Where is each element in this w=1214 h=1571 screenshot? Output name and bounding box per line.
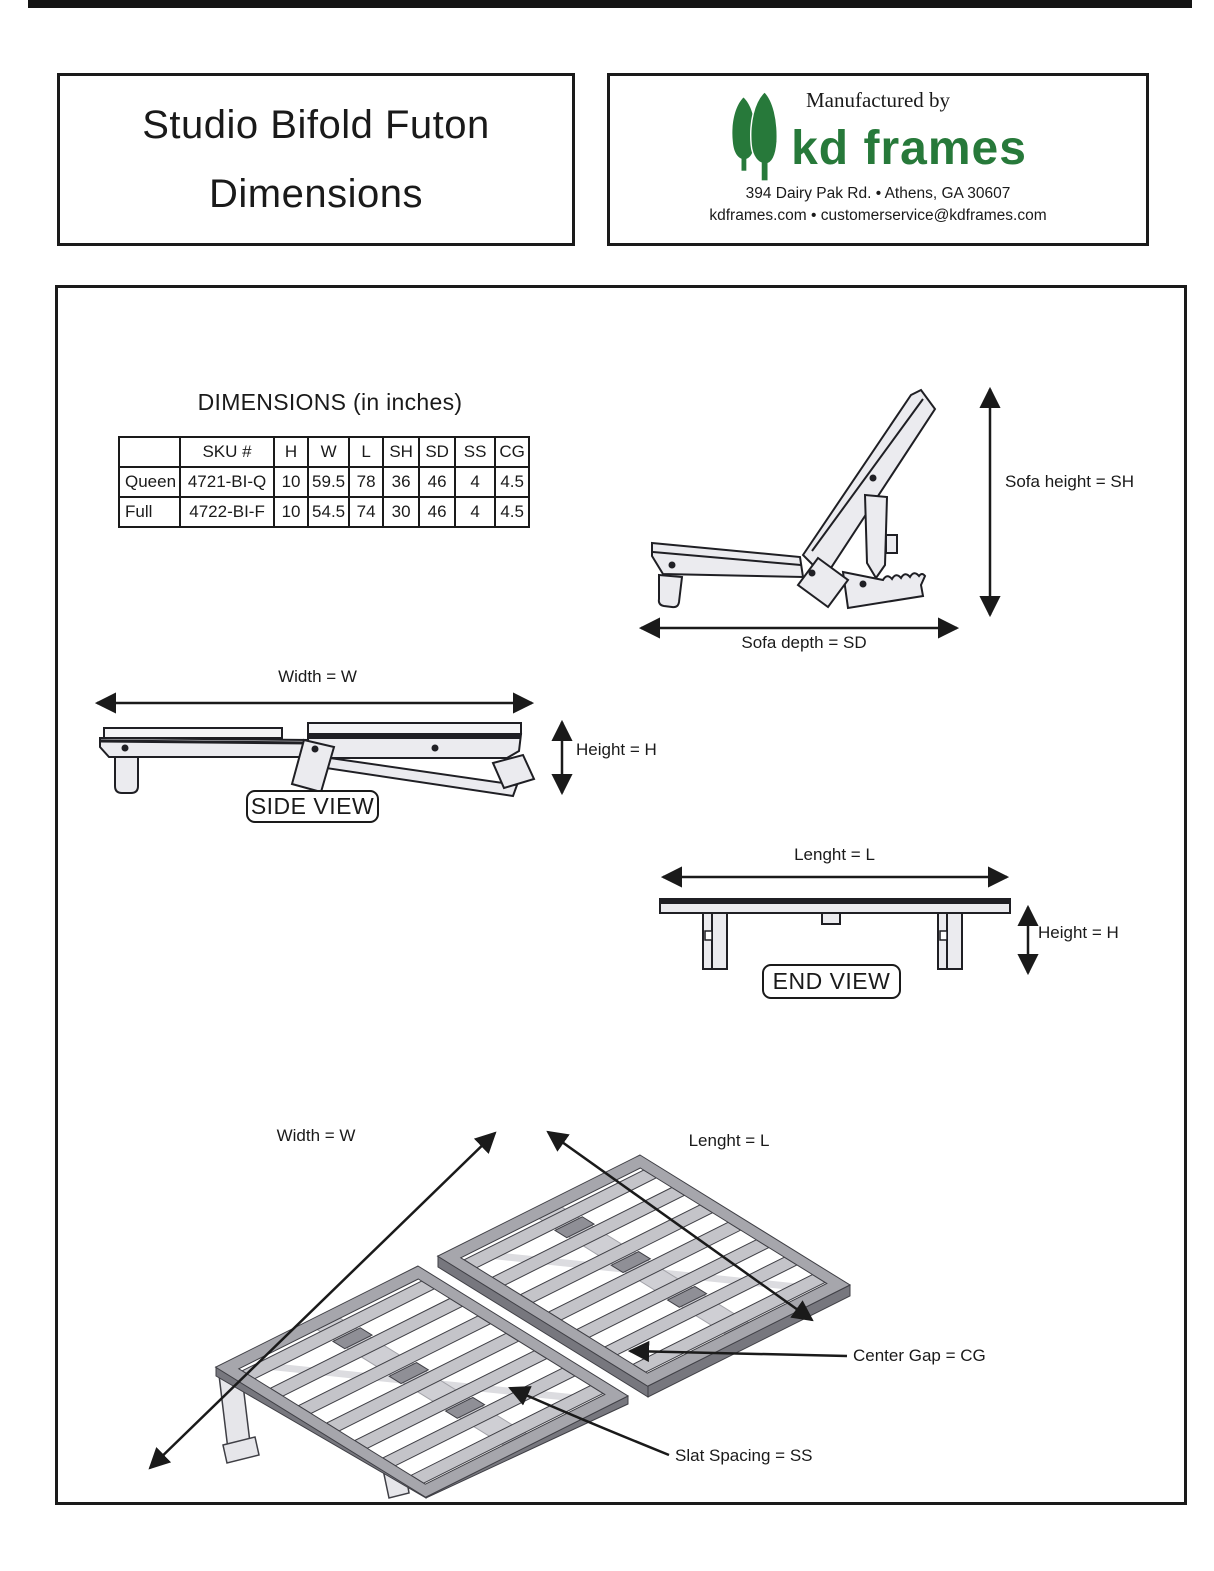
center-gap-label: Center Gap = CG bbox=[853, 1346, 986, 1365]
col-ss: SS bbox=[455, 437, 495, 467]
col-l: L bbox=[349, 437, 383, 467]
col-h: H bbox=[274, 437, 308, 467]
col-sd: SD bbox=[419, 437, 455, 467]
iso-length-label: Lenght = L bbox=[688, 1131, 770, 1150]
dimensions-table bbox=[118, 436, 530, 528]
table-header-row bbox=[119, 437, 529, 467]
trees-icon bbox=[729, 91, 781, 183]
page-title-line1: Studio Bifold Futon bbox=[142, 102, 490, 147]
side-view-tag: SIDE VIEW bbox=[246, 790, 379, 823]
col-sh: SH bbox=[383, 437, 419, 467]
table-row: Full 4722-BI-F 10 54.5 74 30 46 4 4.5 bbox=[119, 497, 529, 527]
manufacturer-box bbox=[607, 73, 1149, 246]
side-height-label: Height = H bbox=[576, 740, 657, 759]
side-width-label: Width = W bbox=[278, 667, 357, 686]
manufactured-by-label: Manufactured by bbox=[805, 88, 951, 112]
iso-width-label: Width = W bbox=[276, 1126, 356, 1145]
end-length-label: Lenght = L bbox=[794, 845, 875, 864]
sofa-height-label: Sofa height = SH bbox=[1005, 472, 1135, 491]
col-cg: CG bbox=[495, 437, 529, 467]
page-title-line2: Dimensions bbox=[209, 171, 423, 216]
col-w: W bbox=[308, 437, 349, 467]
scan-edge-bar bbox=[28, 0, 1192, 8]
table-row: Queen 4721-BI-Q 10 59.5 78 36 46 4 4.5 bbox=[119, 467, 529, 497]
end-height-label: Height = H bbox=[1038, 923, 1119, 942]
address-line: 394 Dairy Pak Rd. • Athens, GA 30607 bbox=[745, 185, 1011, 202]
col-blank bbox=[119, 437, 180, 467]
col-sku: SKU # bbox=[180, 437, 274, 467]
sofa-depth-label: Sofa depth = SD bbox=[741, 633, 867, 652]
slat-spacing-label: Slat Spacing = SS bbox=[675, 1446, 813, 1465]
contact-line: kdframes.com • customerservice@kdframes.com bbox=[709, 207, 1047, 224]
brand-name: kd frames bbox=[791, 122, 1027, 175]
brand-logo bbox=[729, 105, 1027, 183]
title-box bbox=[57, 73, 575, 246]
end-view-tag: END VIEW bbox=[762, 964, 901, 999]
label-layer bbox=[55, 285, 1187, 1505]
drawing-panel bbox=[55, 285, 1187, 1505]
table-title: DIMENSIONS (in inches) bbox=[197, 389, 463, 415]
